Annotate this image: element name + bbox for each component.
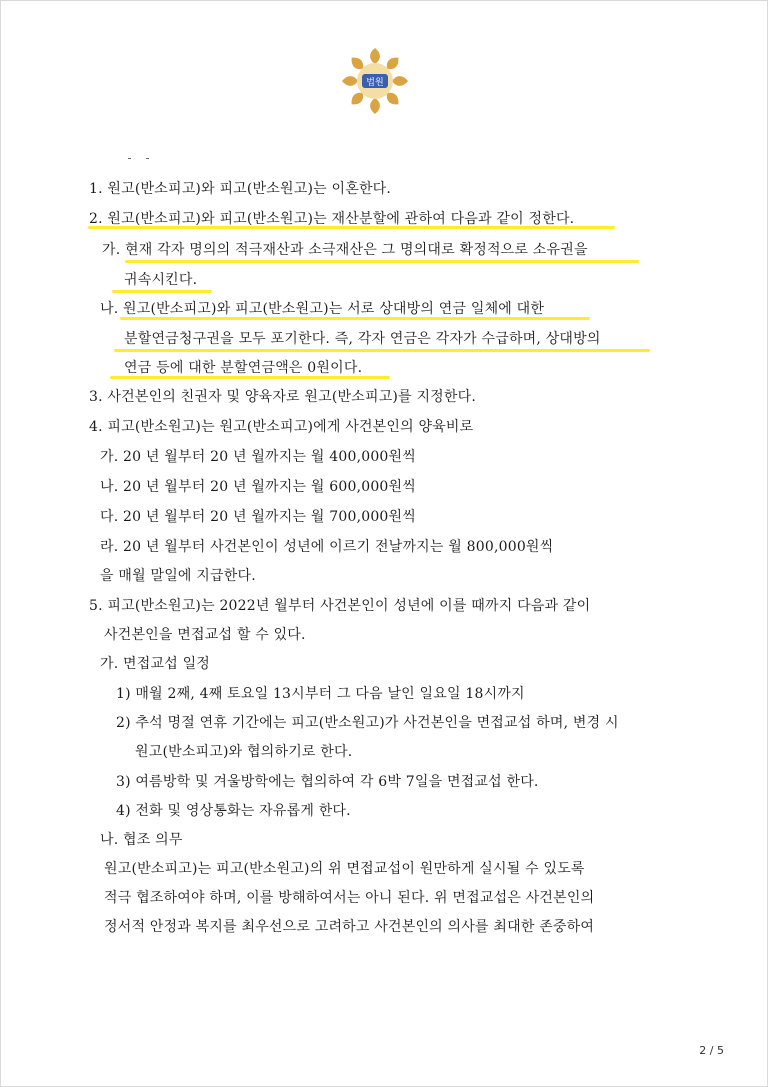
support-schedule-na: 나. 20 년 월부터 20 년 월까지는 월 600,000원씩	[100, 479, 416, 495]
item-3-custody: 3. 사건본인의 친권자 및 양육자로 원고(반소피고)를 지정한다.	[89, 389, 477, 405]
visitation-rule-2: 2) 추석 명절 연휴 기간에는 피고(반소원고)가 사건본인을 면접교섭 하며, 변경 시	[116, 715, 619, 731]
highlight-underline	[125, 260, 639, 263]
item-1-divorce: 1. 원고(반소피고)와 피고(반소원고)는 이혼한다.	[89, 181, 392, 197]
scan-speck	[146, 158, 149, 159]
item-5-cont: 사건본인을 면접교섭 할 수 있다.	[104, 627, 306, 643]
item-2-property-division: 2. 원고(반소피고)와 피고(반소원고)는 재산분할에 관하여 다음과 같이 정한다.	[89, 211, 575, 227]
court-emblem-logo	[341, 47, 409, 115]
item-4-child-support: 4. 피고(반소원고)는 원고(반소피고)에게 사건본인의 양육비로	[89, 419, 474, 435]
cooperation-duty-text-3: 정서적 안정과 복지를 최우선으로 고려하고 사건본인의 의사를 최대한 존중하여	[104, 919, 595, 935]
support-payment-timing: 을 매월 말일에 지급한다.	[100, 568, 256, 584]
item-2-ga: 가. 현재 각자 명의의 적극재산과 소극재산은 그 명의대로 확정적으로 소유권을	[102, 242, 588, 258]
highlight-underline	[114, 349, 650, 352]
support-schedule-da: 다. 20 년 월부터 20 년 월까지는 월 700,000원씩	[100, 509, 416, 525]
support-schedule-ra: 라. 20 년 월부터 사건본인이 성년에 이르기 전날까지는 월 800,000원씩	[100, 539, 554, 555]
page-number: 2 / 5	[699, 1044, 724, 1057]
highlight-underline	[112, 290, 212, 293]
visitation-rule-1: 1) 매월 2째, 4째 토요일 13시부터 그 다음 날인 일요일 18시까지	[116, 686, 525, 702]
support-schedule-ga: 가. 20 년 월부터 20 년 월까지는 월 400,000원씩	[100, 449, 416, 465]
visitation-rule-3: 3) 여름방학 및 겨울방학에는 협의하여 각 6박 7일을 면접교섭 한다.	[116, 774, 539, 790]
item-2-na: 나. 원고(반소피고)와 피고(반소원고)는 서로 상대방의 연금 일체에 대한	[100, 301, 545, 317]
cooperation-duty-heading: 나. 협조 의무	[100, 832, 183, 848]
item-2-na-cont-1: 분할연금청구권을 모두 포기한다. 즉, 각자 연금은 각자가 수급하며, 상대방의	[124, 331, 601, 347]
cooperation-duty-text-2: 적극 협조하여야 하며, 이를 방해하여서는 아니 된다. 위 면접교섭은 사건본인의	[104, 890, 595, 906]
visitation-rule-2-cont: 원고(반소피고)와 협의하기로 한다.	[135, 744, 353, 760]
cooperation-duty-text-1: 원고(반소피고)는 피고(반소원고)의 위 면접교섭이 원만하게 실시될 수 있도록	[104, 861, 585, 877]
scan-speck	[128, 158, 131, 159]
svg-text:법원: 법원	[366, 78, 384, 88]
visitation-rule-4: 4) 전화 및 영상통화는 자유롭게 한다.	[116, 803, 351, 819]
item-5-visitation: 5. 피고(반소원고)는 2022년 월부터 사건본인이 성년에 이를 때까지 다음과 같이	[89, 598, 591, 614]
item-2-ga-cont: 귀속시킨다.	[124, 272, 198, 288]
visitation-schedule-heading: 가. 면접교섭 일정	[100, 656, 211, 672]
item-2-na-cont-2: 연금 등에 대한 분할연금액은 0원이다.	[124, 360, 363, 376]
